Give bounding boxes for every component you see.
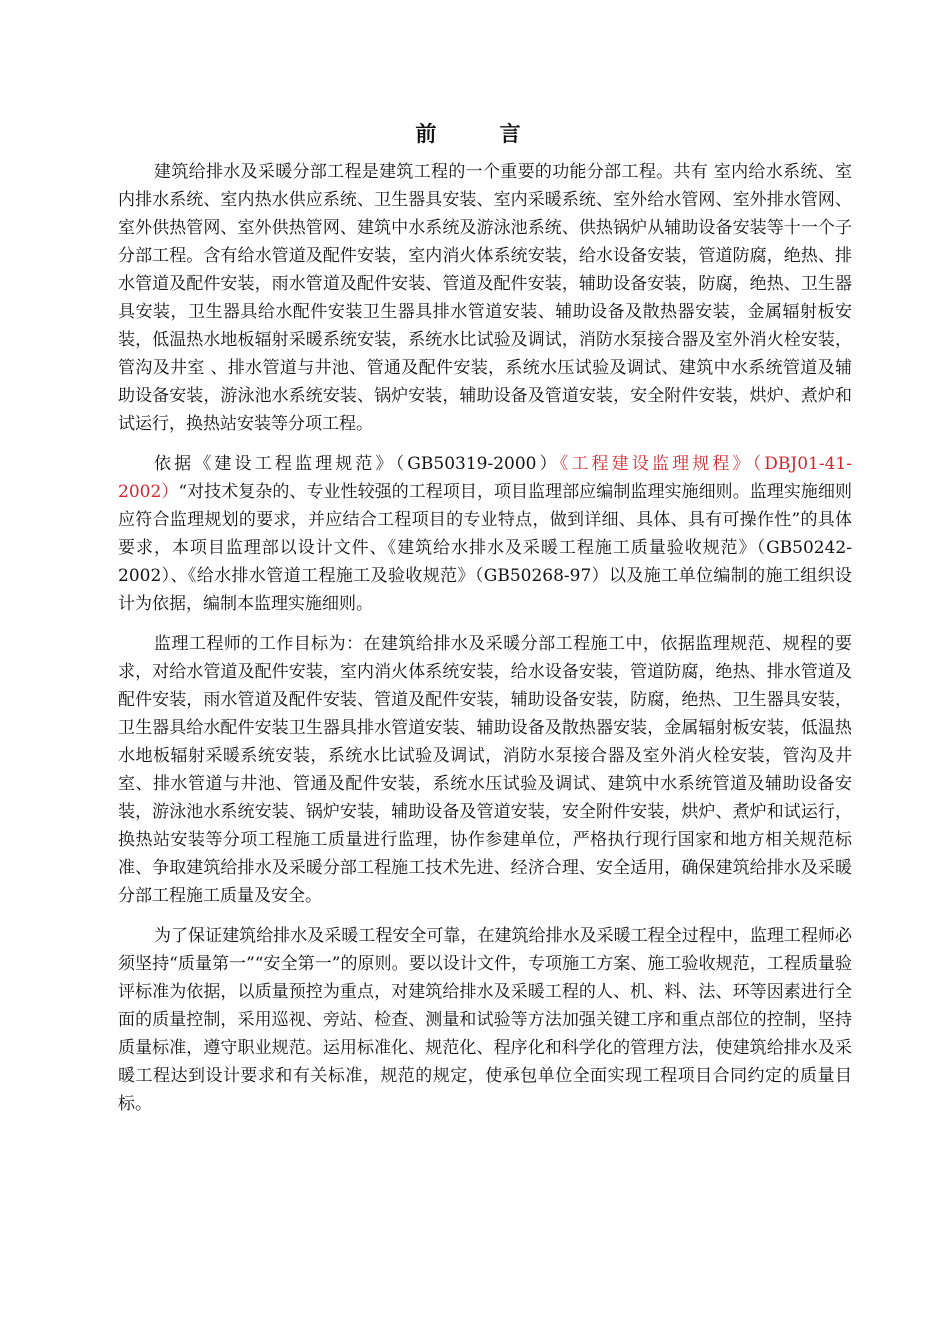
paragraph-basis [118, 450, 852, 618]
basis-highlight-regulation: 《工程建设监理规程》（DBJ01-41-2002） [118, 454, 852, 502]
paragraph-overview: 建筑给排水及采暖分部工程是建筑工程的一个重要的功能分部工程。共有 室内给水系统、室内排水系统、室内热水供应系统、卫生器具安装、室内采暖系统、室外给水管网、室外排水管网、室外供热管网、室外供热管网、建筑中水系统及游泳池系统、供热锅炉从辅助设备安装等十一个子分部工程。含有给水管道及配件安装，室内消火体系统安装，给水设备安装，管道防腐，绝热、排水管道及配件安装，雨水管道及配件安装、管道及配件安装，辅助设备安装，防腐，绝热、卫生器具安装，卫生器具给水配件安装卫生器具排水管道安装、辅助设备及散热器安装，金属辐射板安装，低温热水地板辐射采暖系统安装，系统水比试验及调试，消防水泵接合器及室外消火栓安装，管沟及井室 、排水管道与井池、管通及配件安装，系统水压试验及调试、建筑中水系统管道及辅助设备安装，游泳池水系统安装、锅炉安装，辅助设备及管道安装，安全附件安装，烘炉、煮炉和试运行，换热站安装等分项工程。 [118, 162, 852, 434]
paragraph-principles: 为了保证建筑给排水及采暖工程安全可靠，在建筑给排水及采暖工程全过程中，监理工程师必须坚持“质量第一”“安全第一”的原则。要以设计文件，专项施工方案、施工验收规范，工程质量验评标准为依据，以质量预控为重点，对建筑给排水及采暖工程的人、机、料、法、环等因素进行全面的质量控制，采用巡视、旁站、检查、测量和试验等方法加强关键工序和重点部位的控制，坚持质量标准，遵守职业规范。运用标准化、规范化、程序化和科学化的管理方法，使建筑给排水及采暖工程达到设计要求和有关标准，规范的规定，使承包单位全面实现工程项目合同约定的质量目标。 [118, 926, 852, 1114]
page-title: 前 言 [415, 121, 549, 146]
paragraph-objectives: 监理工程师的工作目标为：在建筑给排水及采暖分部工程施工中，依据监理规范、规程的要求，对给水管道及配件安装，室内消火体系统安装，给水设备安装，管道防腐，绝热、排水管道及配件安装，雨水管道及配件安装、管道及配件安装，辅助设备安装，防腐，绝热、卫生器具安装，卫生器具给水配件安装卫生器具排水管道安装、辅助设备及散热器安装，金属辐射板安装，低温热水地板辐射采暖系统安装，系统水比试验及调试，消防水泵接合器及室外消火栓安装，管沟及井室、排水管道与井池、管通及配件安装，系统水压试验及调试、建筑中水系统管道及辅助设备安装，游泳池水系统安装、锅炉安装，辅助设备及管道安装，安全附件安装，烘炉、煮炉和试运行，换热站安装等分项工程施工质量进行监理，协作参建单位，严格执行现行国家和地方相关规范标准、争取建筑给排水及采暖分部工程施工技术先进、经济合理、安全适用，确保建筑给排水及采暖分部工程施工质量及安全。 [118, 634, 852, 906]
basis-text-start: 依据《建设工程监理规范》（GB50319-2000） [154, 454, 560, 474]
document-body [118, 158, 852, 1130]
basis-text-end: “对技术复杂的、专业性较强的工程项目，项目监理部应编制监理实施细则。监理实施细则应符合监理规划的要求，并应结合工程项目的专业特点，做到详细、具体、具有可操作性”的具体要求，本项目监理部以设计文件、《建筑给水排水及采暖工程施工质量验收规范》（GB50242-2002）、《给水排水管道工程施工及验收规范》（GB50268-97）以及施工单位编制的施工组织设计为依据，编制本监理实施细则。 [118, 482, 852, 614]
